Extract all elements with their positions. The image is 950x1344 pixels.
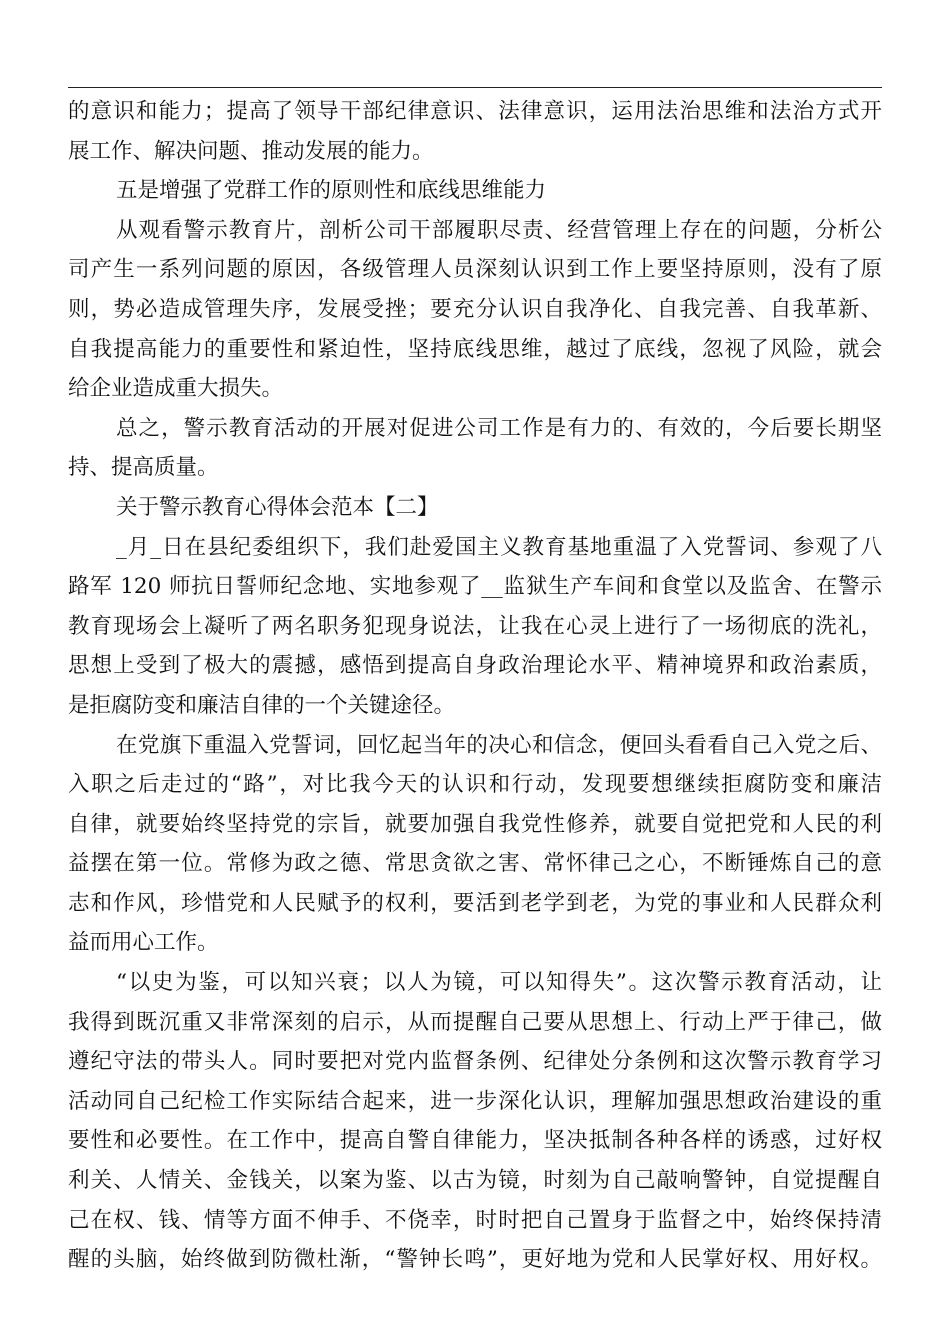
text-line: 要性和必要性。在工作中，提高自警自律能力，坚决抵制各种各样的诱惑，过好权: [68, 1128, 882, 1154]
text-line: 思想上受到了极大的震撼，感悟到提高自身政治理论水平、精神境界和政治素质，: [68, 653, 882, 679]
text-line: 是拒腐防变和廉洁自律的一个关键途径。: [68, 692, 456, 718]
text-line: “以史为鉴，可以知兴衰；以人为镜，可以知得失”。这次警示教育活动，让: [116, 970, 882, 996]
text-line: 路军 120 师抗日誓师纪念地、实地参观了__监狱生产车间和食堂以及监舍、在警示: [68, 574, 882, 600]
text-line: 利关、人情关、金钱关，以案为鉴、以古为镜，时刻为自己敲响警钟，自觉提醒自: [68, 1168, 882, 1194]
text-line: 醒的头脑，始终做到防微杜渐，“警钟长鸣”，更好地为党和人民掌好权、用好权。: [68, 1247, 882, 1273]
text-line: 在党旗下重温入党誓词，回忆起当年的决心和信念，便回头看看自己入党之后、: [116, 732, 882, 758]
text-line: 展工作、解决问题、推动发展的能力。: [68, 138, 434, 164]
text-line: 关于警示教育心得体会范本【二】: [116, 494, 439, 520]
text-line: 益而用心工作。: [68, 930, 219, 956]
text-line: 教育现场会上凝听了两名职务犯现身说法，让我在心灵上进行了一场彻底的洗礼，: [68, 613, 882, 639]
text-line: _月_日在县纪委组织下，我们赴爱国主义教育基地重温了入党誓词、参观了八: [116, 534, 882, 560]
text-line: 己在权、钱、情等方面不伸手、不侥幸，时时把自己置身于监督之中，始终保持清: [68, 1207, 882, 1233]
text-line: 入职之后走过的“路”，对比我今天的认识和行动，发现要想继续拒腐防变和廉洁: [68, 772, 882, 798]
text-line: 给企业造成重大损失。: [68, 376, 284, 402]
text-line: 则，势必造成管理失序，发展受挫；要充分认识自我净化、自我完善、自我革新、: [68, 296, 882, 322]
text-line: 活动同自己纪检工作实际结合起来，进一步深化认识，理解加强思想政治建设的重: [68, 1088, 882, 1114]
text-line: 司产生一系列问题的原因，各级管理人员深刻认识到工作上要坚持原则，没有了原: [68, 257, 882, 283]
text-line: 五是增强了党群工作的原则性和底线思维能力: [116, 178, 547, 204]
header-rule: [68, 87, 882, 88]
text-line: 遵纪守法的带头人。同时要把对党内监督条例、纪律处分条例和这次警示教育学习: [68, 1049, 882, 1075]
document-body: [68, 92, 882, 1280]
text-line: 从观看警示教育片，剖析公司干部履职尽责、经营管理上存在的问题，分析公: [116, 217, 882, 243]
text-line: 我得到既沉重又非常深刻的启示，从而提醒自己要从思想上、行动上严于律己，做: [68, 1009, 882, 1035]
text-line: 总之，警示教育活动的开展对促进公司工作是有力的、有效的，今后要长期坚: [116, 415, 882, 441]
text-line: 益摆在第一位。常修为政之德、常思贪欲之害、常怀律己之心，不断锤炼自己的意: [68, 851, 882, 877]
text-line: 持、提高质量。: [68, 455, 219, 481]
text-line: 自我提高能力的重要性和紧迫性，坚持底线思维，越过了底线，忽视了风险，就会: [68, 336, 882, 362]
text-line: 的意识和能力；提高了领导干部纪律意识、法律意识，运用法治思维和法治方式开: [68, 99, 882, 124]
text-line: 志和作风，珍惜党和人民赋予的权利，要活到老学到老，为党的事业和人民群众利: [68, 890, 882, 916]
text-line: 自律，就要始终坚持党的宗旨，就要加强自我党性修养，就要自觉把党和人民的利: [68, 811, 882, 837]
